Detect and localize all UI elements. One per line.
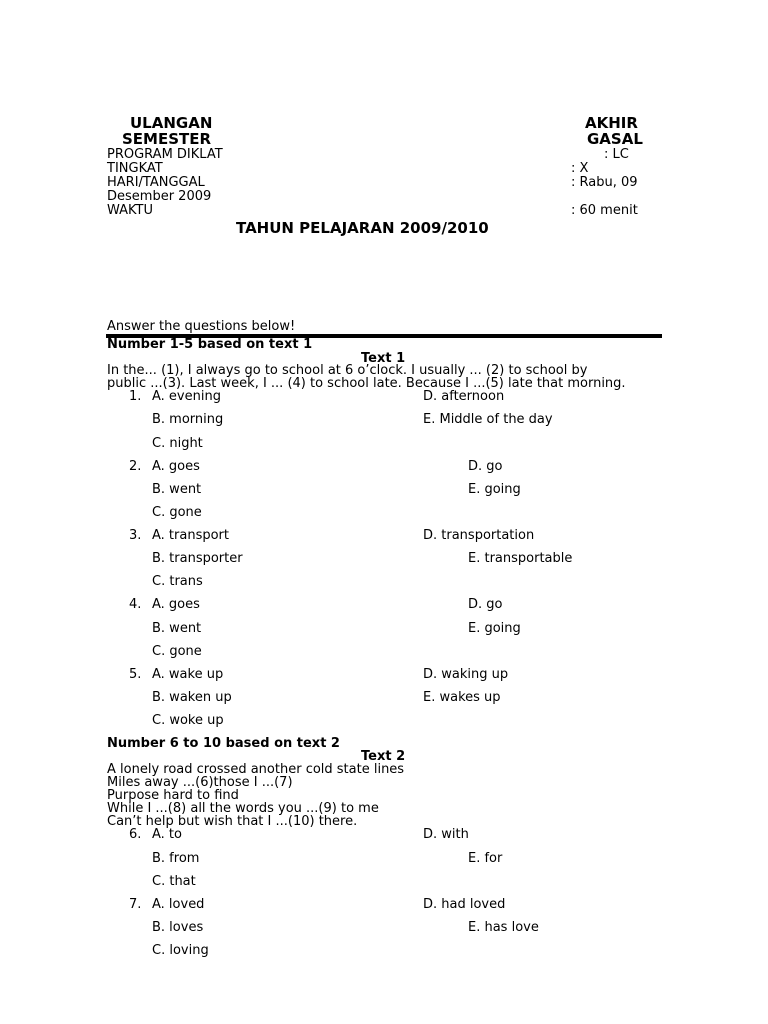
- option-e: E. Middle of the day: [423, 412, 553, 427]
- title-gasal: GASAL: [587, 130, 643, 148]
- option-d: D. had loved: [423, 897, 506, 912]
- option-b: B. waken up: [152, 690, 232, 705]
- question-number: 3.: [129, 528, 142, 543]
- waktu-label: WAKTU: [107, 203, 154, 218]
- option-d: D. afternoon: [423, 389, 505, 404]
- poem-line: Miles away ...(6)those I ...(7): [107, 775, 293, 790]
- option-a: A. to: [152, 827, 182, 842]
- text1-title: Text 1: [361, 351, 406, 366]
- question-number: 5.: [129, 667, 142, 682]
- hari-continuation: Desember 2009: [107, 189, 212, 204]
- passage1-line2: public ...(3). Last week, I ... (4) to school late. Because I ...(5) late that morning.: [107, 376, 626, 391]
- program-label: PROGRAM DIKLAT: [107, 147, 223, 162]
- option-d: D. with: [423, 827, 469, 842]
- waktu-value: : 60 menit: [571, 203, 638, 218]
- title-ulangan: ULANGAN: [130, 114, 213, 132]
- title-semester: SEMESTER: [122, 130, 212, 148]
- tingkat-label: TINGKAT: [107, 161, 163, 176]
- tahun-pelajaran: TAHUN PELAJARAN 2009/2010: [236, 219, 489, 237]
- title-akhir: AKHIR: [585, 114, 638, 132]
- question-number: 6.: [129, 827, 142, 842]
- option-a: A. wake up: [152, 667, 224, 682]
- option-a: A. goes: [152, 597, 200, 612]
- option-a: A. goes: [152, 459, 200, 474]
- option-b: B. went: [152, 482, 202, 497]
- option-d: D. go: [468, 597, 503, 612]
- section2-heading: Number 6 to 10 based on text 2: [107, 736, 340, 751]
- option-b: B. morning: [152, 412, 224, 427]
- option-b: B. from: [152, 851, 200, 866]
- option-c: C. night: [152, 436, 203, 451]
- option-e: E. transportable: [468, 551, 573, 566]
- question-number: 2.: [129, 459, 142, 474]
- program-value: : LC: [604, 147, 629, 162]
- option-b: B. transporter: [152, 551, 243, 566]
- question-number: 4.: [129, 597, 142, 612]
- tingkat-value: : X: [571, 161, 589, 176]
- hari-value: : Rabu, 09: [571, 175, 638, 190]
- option-d: D. go: [468, 459, 503, 474]
- text2-title: Text 2: [361, 749, 406, 764]
- option-c: C. loving: [152, 943, 209, 958]
- poem-line: A lonely road crossed another cold state lines: [107, 762, 405, 777]
- option-a: A. loved: [152, 897, 205, 912]
- option-e: E. wakes up: [423, 690, 501, 705]
- poem-line: Can’t help but wish that I ...(10) there.: [107, 814, 358, 829]
- question-number: 7.: [129, 897, 142, 912]
- passage1-line1: In the... (1), I always go to school at 6 o’clock. I usually ... (2) to school by: [107, 363, 588, 378]
- option-c: C. gone: [152, 505, 202, 520]
- option-a: A. transport: [152, 528, 229, 543]
- option-a: A. evening: [152, 389, 221, 404]
- option-b: B. went: [152, 621, 202, 636]
- option-c: C. that: [152, 874, 196, 889]
- option-e: E. going: [468, 621, 521, 636]
- option-c: C. gone: [152, 644, 202, 659]
- question-number: 1.: [129, 389, 142, 404]
- section1-heading: Number 1-5 based on text 1: [107, 337, 313, 352]
- poem-line: While I ...(8) all the words you ...(9) to me: [107, 801, 379, 816]
- option-b: B. loves: [152, 920, 204, 935]
- option-c: C. woke up: [152, 713, 224, 728]
- option-e: E. has love: [468, 920, 539, 935]
- hari-label: HARI/TANGGAL: [107, 175, 205, 190]
- poem-line: Purpose hard to find: [107, 788, 239, 803]
- option-e: E. going: [468, 482, 521, 497]
- instruction: Answer the questions below!: [107, 319, 296, 334]
- option-d: D. waking up: [423, 667, 509, 682]
- option-c: C. trans: [152, 574, 203, 589]
- option-e: E. for: [468, 851, 503, 866]
- option-d: D. transportation: [423, 528, 535, 543]
